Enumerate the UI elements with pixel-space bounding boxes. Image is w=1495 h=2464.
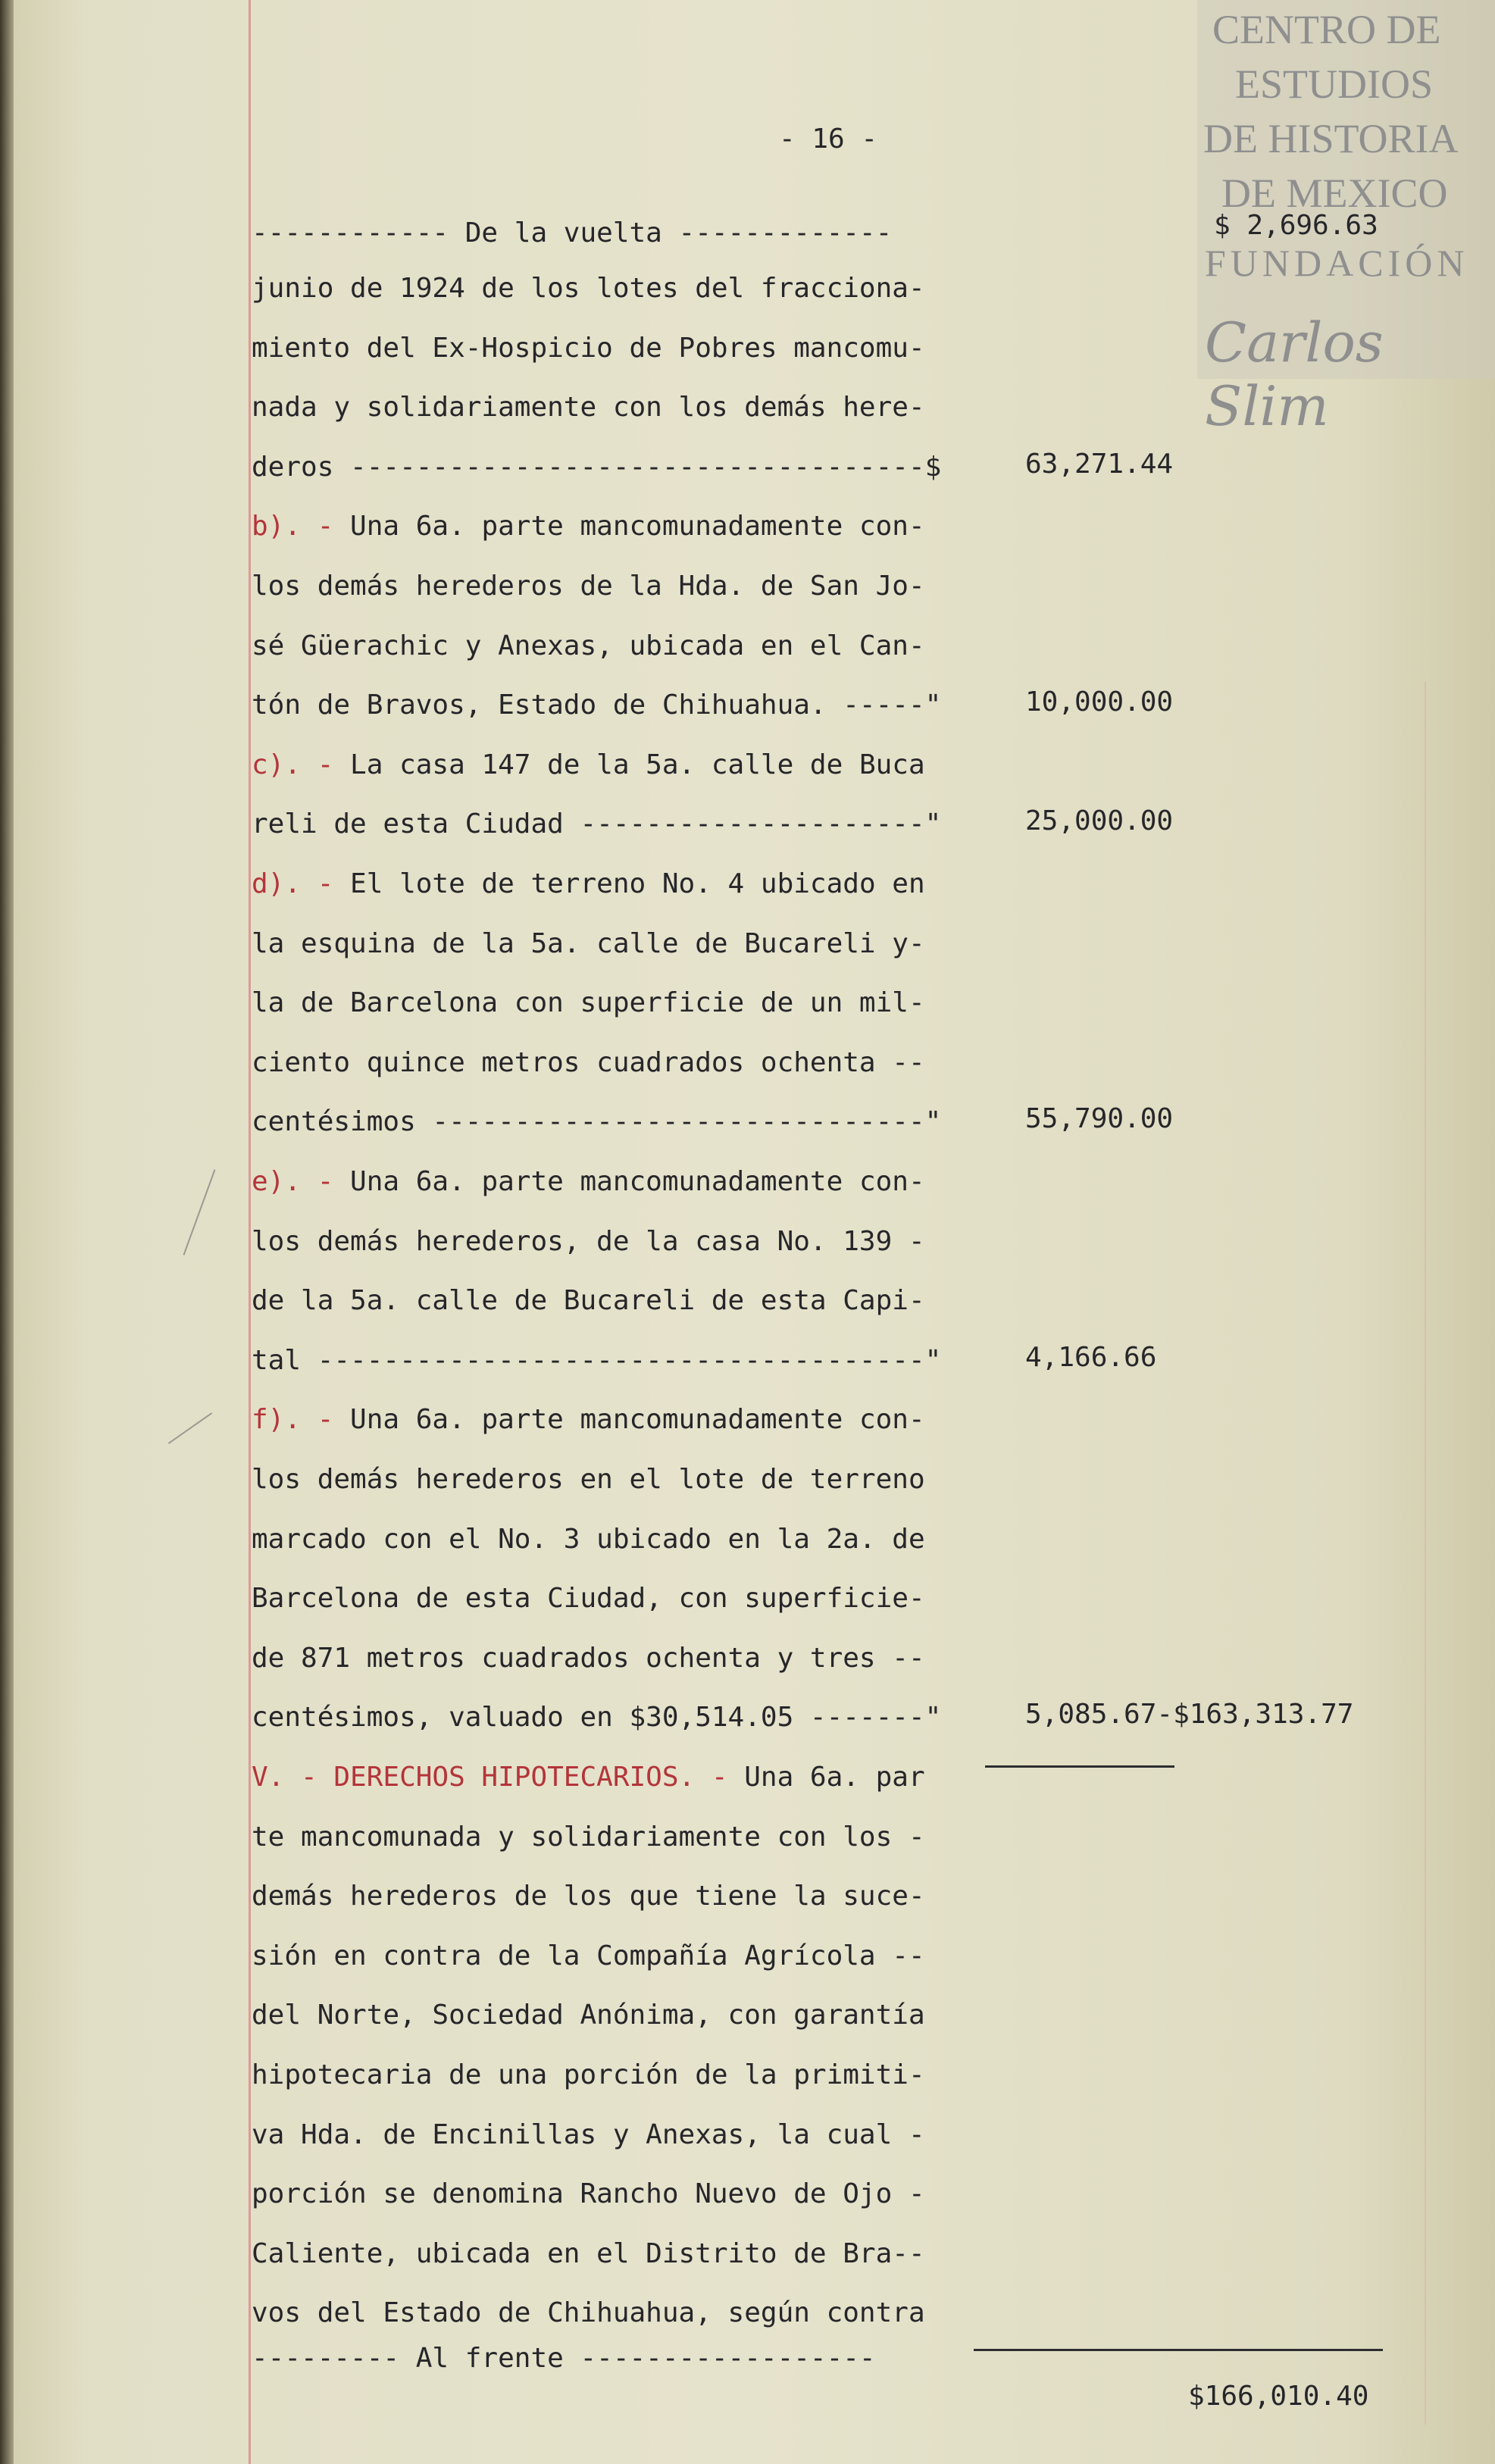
watermark-line: CENTRO DE	[1212, 7, 1441, 52]
line-text: marcado con el No. 3 ubicado en la 2a. de	[252, 1524, 925, 1555]
document-line	[252, 573, 925, 600]
carry-out-label: --------- Al frente ------------------	[252, 2343, 876, 2374]
document-line	[252, 930, 925, 958]
document-line	[252, 1940, 925, 1972]
line-text: la esquina de la 5a. calle de Bucareli y-	[252, 928, 925, 959]
document-line	[252, 1645, 925, 1672]
document-line	[252, 513, 925, 540]
document-line	[252, 394, 925, 421]
line-text: Una 6a. par	[727, 1762, 925, 1793]
item-marker: c). -	[252, 749, 334, 780]
line-amount: 4,166.66	[1025, 1342, 1157, 1373]
document-line	[252, 630, 925, 661]
page-number: - 16 -	[779, 124, 878, 155]
subtotal-rule	[985, 1765, 1174, 1768]
line-text: Barcelona de esta Ciudad, con superficie-	[252, 1583, 925, 1614]
line-text: La casa 147 de la 5a. calle de Buca	[333, 749, 925, 780]
margin-line-right	[1425, 682, 1426, 2425]
document-line	[252, 1585, 925, 1612]
watermark-line: DE MEXICO	[1221, 170, 1448, 216]
line-amount: 55,790.00	[1025, 1103, 1174, 1134]
line-text: porción se denomina Rancho Nuevo de Ojo -	[252, 2178, 925, 2209]
line-text: Una 6a. parte mancomunadamente con-	[333, 511, 925, 542]
document-line	[252, 2002, 925, 2029]
carry-in-amount: $ 2,696.63	[1214, 210, 1378, 241]
line-text: de la 5a. calle de Bucareli de esta Capi-	[252, 1285, 925, 1316]
line-text: del Norte, Sociedad Anónima, con garantía	[252, 2000, 925, 2031]
document-line	[252, 1466, 925, 1493]
pencil-mark	[168, 1412, 212, 1444]
line-text: sión en contra de la Compañía Agrícola --	[252, 1940, 925, 1972]
pencil-mark	[183, 1169, 216, 1255]
line-text: Una 6a. parte mancomunadamente con-	[333, 1166, 925, 1197]
document-line	[252, 1347, 941, 1374]
document-line	[252, 1228, 925, 1255]
line-text: tón de Bravos, Estado de Chihuahua. -----"	[252, 689, 942, 721]
document-line	[252, 1764, 925, 1791]
line-text: Una 6a. parte mancomunadamente con-	[333, 1404, 925, 1435]
document-line	[252, 808, 942, 840]
line-text: tal -------------------------------------"	[252, 1345, 942, 1376]
document-line	[252, 868, 925, 899]
document-line	[252, 2297, 925, 2328]
line-text: junio de 1924 de los lotes del fracciona-	[252, 273, 925, 304]
document-line	[252, 987, 925, 1018]
line-text: hipotecaria de una porción de la primiti-	[252, 2059, 925, 2090]
line-text: los demás herederos en el lote de terreno	[252, 1464, 925, 1495]
item-marker: V. - DERECHOS HIPOTECARIOS. -	[252, 1762, 728, 1793]
document-line	[252, 335, 925, 362]
document-line	[252, 1049, 925, 1077]
document-line	[252, 2240, 925, 2268]
watermark-line: ESTUDIOS	[1235, 61, 1434, 107]
document-line	[252, 1168, 925, 1196]
page-edge-shadow	[0, 0, 14, 2464]
line-text: los demás herederos de la Hda. de San Jo-	[252, 571, 925, 602]
line-text: Caliente, ubicada en el Distrito de Bra--	[252, 2238, 925, 2269]
watermark-line: DE HISTORIA	[1203, 116, 1459, 161]
document-line	[252, 1883, 925, 1910]
document-line	[252, 1406, 925, 1434]
item-marker: d). -	[252, 868, 334, 899]
line-text: de 871 metros cuadrados ochenta y tres --	[252, 1643, 925, 1674]
document-line	[252, 2059, 925, 2090]
line-text: ciento quince metros cuadrados ochenta --	[252, 1047, 925, 1078]
line-text: vos del Estado de Chihuahua, según contra	[252, 2297, 925, 2328]
line-text: centésimos ------------------------------"	[252, 1106, 942, 1137]
line-text: va Hda. de Encinillas y Anexas, la cual -	[252, 2119, 925, 2150]
line-text: deros -----------------------------------$	[252, 452, 942, 483]
watermark-signature: Carlos Slim	[1205, 311, 1384, 438]
document-line	[252, 1108, 941, 1136]
line-text: demás herederos de los que tiene la suce-	[252, 1881, 925, 1912]
watermark-line: FUNDACIÓN	[1205, 242, 1469, 284]
line-amount: 25,000.00	[1025, 805, 1174, 836]
document-line	[252, 2178, 925, 2209]
document-line	[252, 454, 941, 481]
line-amount: 63,271.44	[1025, 449, 1174, 480]
line-text: reli de esta Ciudad ---------------------"	[252, 808, 942, 840]
line-text: te mancomunada y solidariamente con los -	[252, 1821, 925, 1853]
document-line	[252, 275, 925, 302]
document-line	[252, 2119, 925, 2150]
document-line	[252, 1821, 925, 1853]
line-text: centésimos, valuado en $30,514.05 -------"	[252, 1702, 942, 1733]
line-text: la de Barcelona con superficie de un mil-	[252, 987, 925, 1018]
document-line	[252, 1704, 941, 1731]
line-text: nada y solidariamente con los demás here-	[252, 392, 925, 423]
line-text: sé Güerachic y Anexas, ubicada en el Can-	[252, 630, 925, 661]
line-text: El lote de terreno No. 4 ubicado en	[333, 868, 925, 899]
line-text: miento del Ex-Hospicio de Pobres mancomu-	[252, 333, 925, 364]
item-marker: e). -	[252, 1166, 334, 1197]
line-amount: 5,085.67-$163,313.77	[1025, 1699, 1354, 1730]
carry-out-amount: $166,010.40	[1188, 2381, 1369, 2412]
item-marker: f). -	[252, 1404, 334, 1435]
carry-in-label: ------------ De la vuelta -------------	[252, 217, 893, 249]
total-rule	[974, 2349, 1383, 2351]
line-text: los demás herederos, de la casa No. 139 -	[252, 1226, 925, 1257]
document-line	[252, 1526, 925, 1553]
item-marker: b). -	[252, 511, 334, 542]
document-line	[252, 1287, 925, 1315]
line-amount: 10,000.00	[1025, 686, 1174, 718]
document-line	[252, 689, 942, 721]
document-line	[252, 749, 925, 780]
margin-line	[249, 0, 251, 2464]
